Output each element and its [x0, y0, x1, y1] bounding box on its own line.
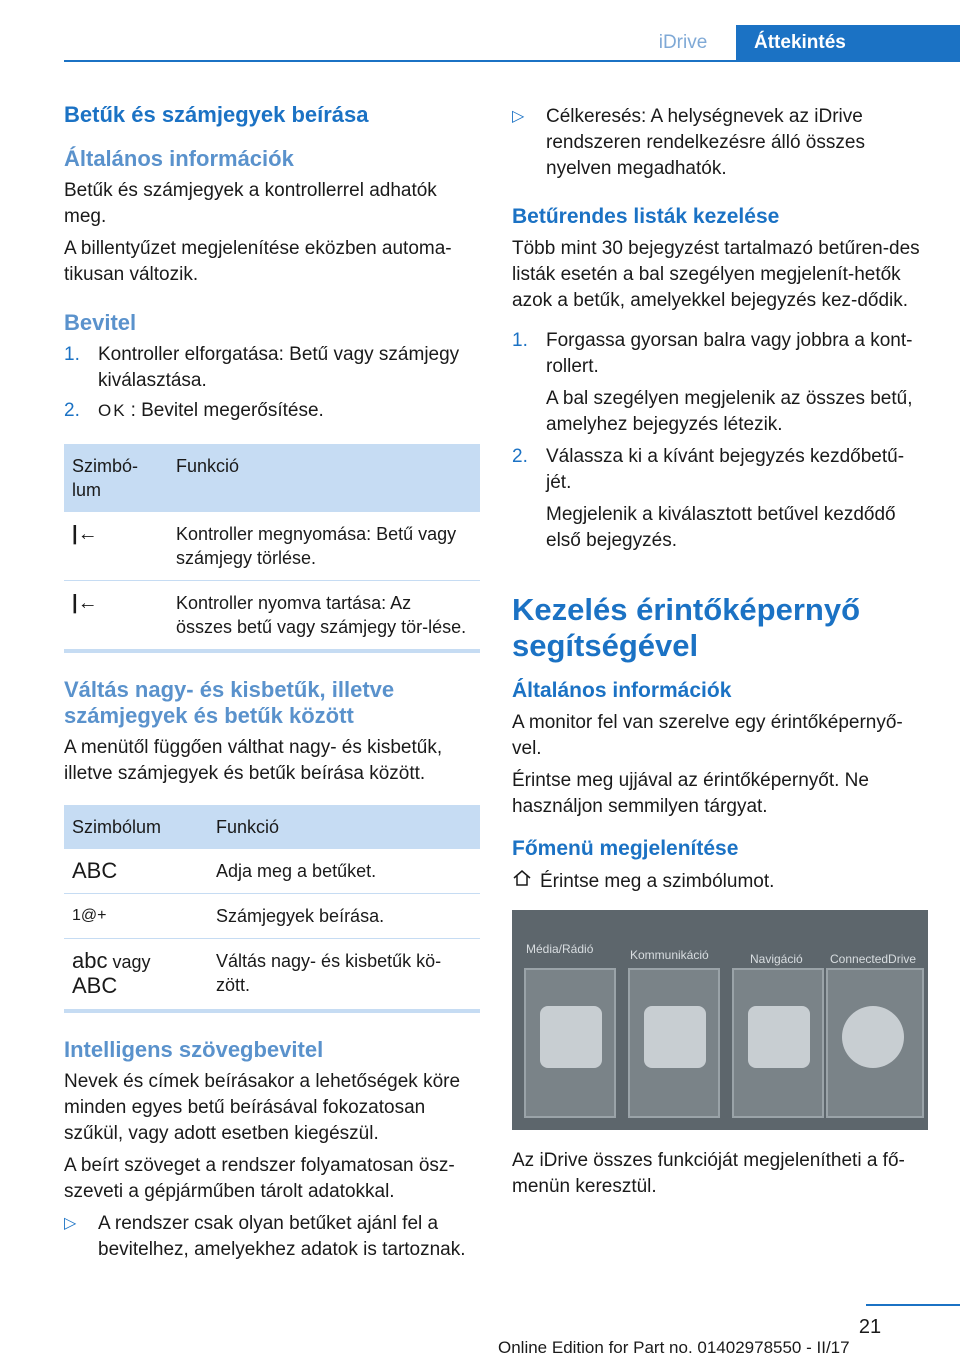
step-body [546, 328, 928, 444]
step-2 [64, 398, 480, 424]
step-text: Kontroller elforgatása: Betű vagy számjegy kiválasztása. [98, 344, 460, 391]
table-cell: Adja meg a betűket. [208, 849, 480, 894]
abc-lower-icon: abc [72, 948, 108, 973]
smart-input-title: Intelligens szövegbevitel [64, 1037, 324, 1062]
home-icon [512, 868, 540, 896]
abc-upper-icon: ABC [64, 849, 208, 894]
step-number: 1. [64, 344, 80, 365]
numbers-symbols-icon: 1@+ [64, 894, 208, 939]
smart-paragraph-2: A beírt szöveget a rendszer folyamatosan ösz-szeveti a gépjárműben tárolt adatokkal. [64, 1155, 455, 1202]
tile-label-media: Média/Rádió [526, 942, 594, 956]
case-toggle-symbols [64, 939, 208, 1012]
delete-icon: |← [64, 581, 168, 652]
table-header-symbol: Szimbólum [64, 805, 208, 849]
map-icon [748, 1006, 810, 1068]
switch-paragraph: A menütől függően válthat nagy- és kisbetűk, illetve számjegyek és betűk beírása között. [64, 737, 443, 784]
table-cell: Számjegyek beírása. [208, 894, 480, 939]
general-paragraph-1: Betűk és számjegyek a kontrollerrel adhatók meg. [64, 180, 437, 227]
bluetooth-icon [540, 1006, 602, 1068]
delete-symbol-table [64, 444, 480, 653]
step-1 [64, 342, 480, 394]
table-row [64, 939, 480, 1012]
table-cell: Váltás nagy- és kisbetűk kö-zött. [208, 939, 480, 1012]
step-number: 1. [512, 330, 528, 351]
case-symbol-table [64, 805, 480, 1013]
table-row [64, 512, 480, 581]
page-number: 21 [858, 1316, 882, 1338]
tile-label-communication: Kommunikáció [630, 948, 709, 962]
bullet-item [512, 104, 928, 182]
touch-title: Kezelés érintőképernyő segítségével [512, 592, 861, 663]
navigation-tile [732, 968, 824, 1118]
step-2 [512, 444, 928, 560]
globe-icon [842, 1006, 904, 1068]
step-subtext: Megjelenik a kiválasztott betűvel kezdődő első bejegyzés. [546, 504, 896, 551]
bullet-arrow-icon: ▷ [64, 1215, 77, 1232]
main-menu-text: Érintse meg a szimbólumot. [540, 871, 775, 892]
table-header-symbol: Szimbó-lum [64, 444, 168, 512]
step-1 [512, 328, 928, 444]
list-title: Betűrendes listák kezelése [512, 205, 780, 228]
bullet-text: A rendszer csak olyan betűket ajánl fel a bevitelhez, amelyekhez adatok is tartoznak. [98, 1213, 466, 1260]
touch-paragraph-2: Érintse meg ujjával az érintőképernyőt. Ne használjon semmilyen tárgyat. [512, 770, 869, 817]
right-column [512, 104, 928, 1206]
bullet-item [64, 1211, 480, 1263]
smart-paragraph-1: Nevek és címek beírásakor a lehetőségek köre minden egyes betű beírásával fokozatosan szűkül, vagy adott esetben kiegészül. [64, 1071, 461, 1144]
step-text-wrap [98, 398, 324, 424]
main-menu-instruction [512, 868, 928, 896]
table-cell: Kontroller nyomva tartása: Az összes betű vagy számjegy tör-lése. [168, 581, 480, 652]
bullet-arrow-icon: ▷ [512, 108, 525, 125]
table-header-function: Funkció [168, 444, 480, 512]
step-body [546, 444, 928, 560]
page-header [0, 0, 960, 64]
ok-symbol-icon: OK [98, 401, 127, 420]
touch-general-title: Általános információk [512, 679, 732, 702]
online-edition-note: Online Edition for Part no. 01402978550 - II/17 [498, 1338, 850, 1357]
abc-upper-icon: ABC [72, 973, 118, 998]
list-paragraph: Több mint 30 bejegyzést tartalmazó betűren-des listák esetén a bal szegélyen megjelenít-hetők azok a betűk, amelyekkel bejegyzés kez-dődik. [512, 238, 920, 311]
screenshot-caption: Az iDrive összes funkcióját megjelenítheti a fő-menün keresztül. [512, 1150, 905, 1197]
table-row [64, 581, 480, 652]
section-heading: Betűk és számjegyek beírása [64, 102, 369, 127]
table-row [64, 849, 480, 894]
touch-paragraph-1: A monitor fel van szerelve egy érintőképernyő-vel. [512, 712, 903, 759]
bullet-text: Célkeresés: A helységnevek az iDrive rendszeren rendelkezésre álló összes nyelven megadhatók. [546, 106, 865, 179]
switch-title: Váltás nagy- és kisbetűk, illetve számjegyek és betűk között [64, 677, 395, 728]
step-text: Válassza ki a kívánt bejegyzés kezdőbetű-jét. [546, 446, 905, 493]
phone-icon [644, 1006, 706, 1068]
general-paragraph-2: A billentyűzet megjelenítése eközben automa-tikusan változik. [64, 238, 452, 285]
connecteddrive-tile [826, 968, 924, 1118]
header-tab-overview: Áttekintés [736, 25, 960, 61]
table-header-function: Funkció [208, 805, 480, 849]
input-title: Bevitel [64, 310, 137, 335]
header-tab-idrive: iDrive [658, 32, 708, 53]
step-text: : Bevitel megerősítése. [130, 400, 324, 421]
step-subtext: A bal szegélyen megjelenik az összes betű, amelyhez bejegyzés létezik. [546, 388, 913, 435]
delete-icon: |← [64, 512, 168, 581]
general-info-title: Általános információk [64, 146, 294, 171]
or-text: vagy [112, 952, 151, 972]
header-rule [64, 60, 960, 62]
tile-label-connecteddrive: ConnectedDrive [830, 952, 917, 966]
communication-tile [628, 968, 720, 1118]
step-number: 2. [64, 400, 80, 421]
footer-rule [866, 1304, 960, 1306]
idrive-main-menu-screenshot [512, 910, 928, 1130]
media-tile [524, 968, 616, 1118]
step-text: Forgassa gyorsan balra vagy jobbra a kont-rollert. [546, 330, 913, 377]
left-column [64, 96, 480, 1263]
main-menu-title: Főmenü megjelenítése [512, 837, 739, 860]
table-cell: Kontroller megnyomása: Betű vagy számjegy törlése. [168, 512, 480, 581]
tile-label-navigation: Navigáció [750, 952, 803, 966]
step-number: 2. [512, 446, 528, 467]
table-row [64, 894, 480, 939]
